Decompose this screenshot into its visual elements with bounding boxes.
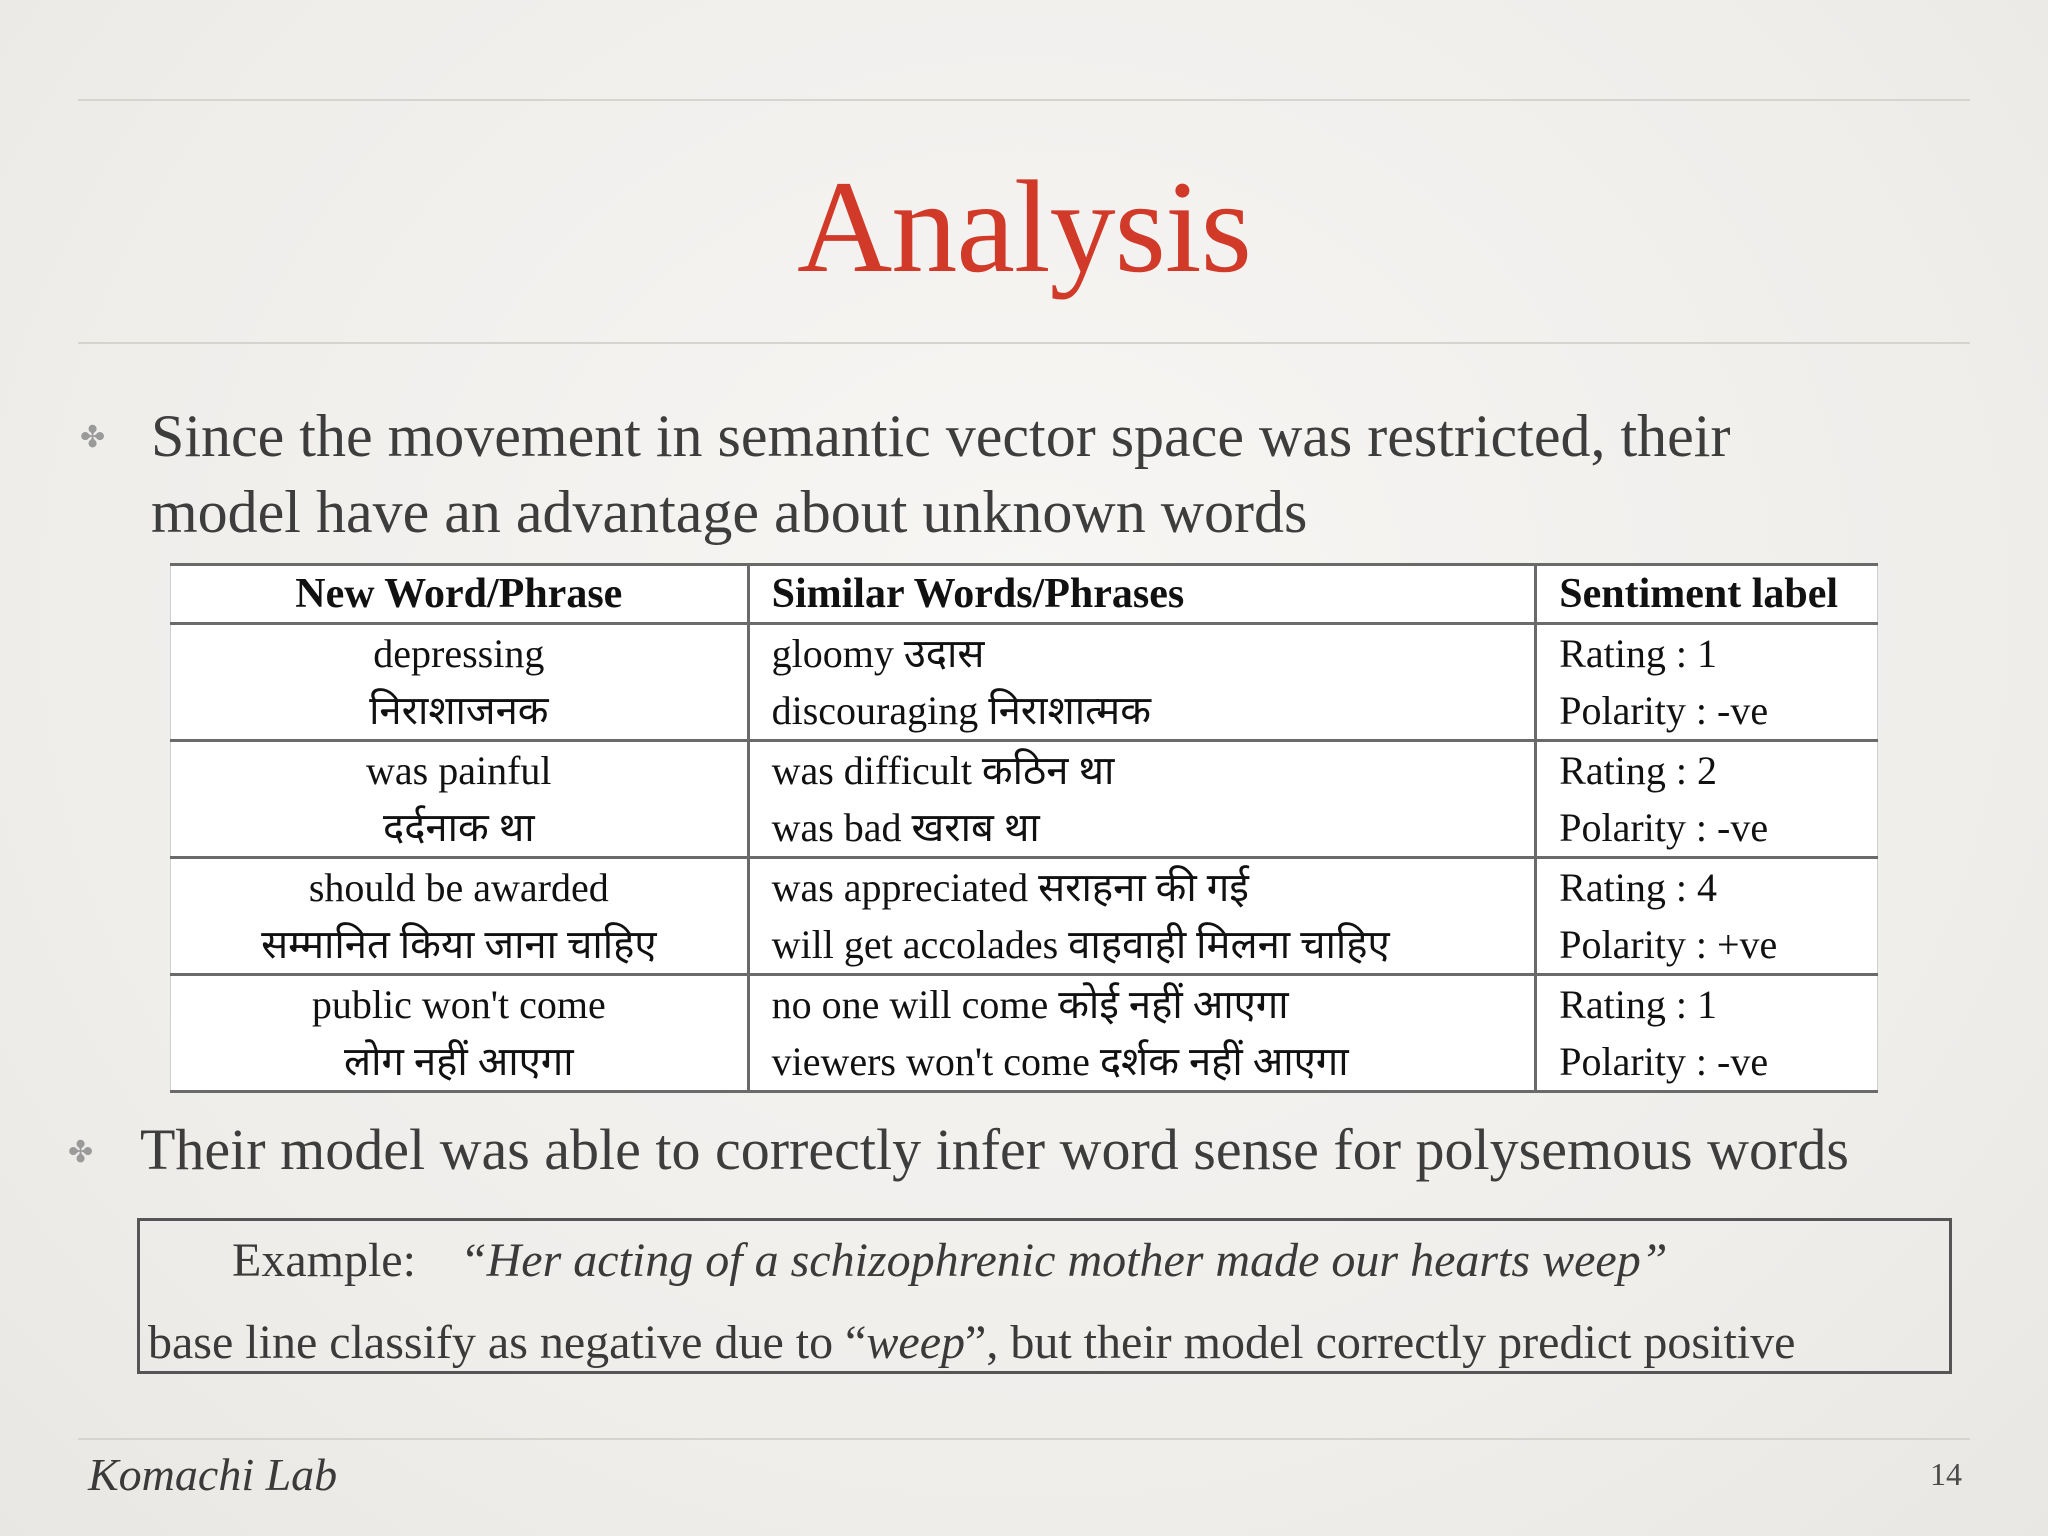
similar-phrases-cell [748, 858, 1536, 975]
similar-phrases-cell [748, 741, 1536, 858]
table-row [171, 858, 1878, 975]
rating-value: Rating : 2 [1559, 748, 1717, 793]
bullet-1-line-1: Since the movement in semantic vector space was restricted, their [151, 403, 1731, 469]
rating-value: Rating : 1 [1559, 982, 1717, 1027]
example-explanation-pre: base line classify as negative due to “ [148, 1316, 867, 1369]
table-row [171, 975, 1878, 1092]
similar-phrase: was difficult कठिन था [771, 748, 1115, 793]
sentiment-cell [1536, 858, 1878, 975]
slide-title: Analysis [797, 153, 1251, 300]
page-number: 14 [1930, 1456, 1962, 1492]
similar-phrases-cell [748, 624, 1536, 741]
table-row [171, 624, 1878, 741]
example-box [137, 1218, 1952, 1374]
bullet-icon: ✤ [68, 1136, 94, 1169]
new-phrase-en: depressing [373, 631, 545, 676]
rating-value: Rating : 4 [1559, 865, 1717, 910]
new-phrase-cell [171, 975, 749, 1092]
rating-value: Rating : 1 [1559, 631, 1717, 676]
title-divider [78, 342, 1970, 344]
table-header-row [171, 565, 1878, 624]
new-phrase-cell [171, 741, 749, 858]
sentiment-cell [1536, 624, 1878, 741]
column-header: Similar Words/Phrases [748, 565, 1536, 624]
column-header: New Word/Phrase [171, 565, 749, 624]
new-phrase-en: was painful [366, 748, 552, 793]
top-divider [78, 99, 1970, 101]
similar-phrase: no one will come कोई नहीं आएगा [771, 982, 1289, 1027]
similar-phrase: will get accolades वाहवाही मिलना चाहिए [771, 922, 1390, 967]
similar-phrases-cell [748, 975, 1536, 1092]
polarity-value: Polarity : -ve [1559, 688, 1769, 733]
polarity-value: Polarity : +ve [1559, 922, 1778, 967]
example-line-2 [148, 1315, 1795, 1370]
sentiment-cell [1536, 741, 1878, 858]
new-phrase-cell [171, 858, 749, 975]
new-phrase-en: should be awarded [308, 865, 609, 910]
footer-divider [78, 1438, 1970, 1440]
polarity-value: Polarity : -ve [1559, 1039, 1769, 1084]
examples-table [170, 563, 1878, 1093]
example-line-1 [232, 1233, 1667, 1288]
lab-name: Komachi Lab [88, 1449, 338, 1500]
new-phrase-hi: लोग नहीं आएगा [343, 1039, 574, 1084]
new-phrase-cell [171, 624, 749, 741]
bullet-1-line-2: model have an advantage about unknown words [151, 479, 1308, 545]
example-quote: “Her acting of a schizophrenic mother made our hearts weep” [459, 1234, 1668, 1287]
polarity-value: Polarity : -ve [1559, 805, 1769, 850]
table-row [171, 741, 1878, 858]
new-phrase-hi: सम्मानित किया जाना चाहिए [261, 922, 657, 967]
bullet-icon: ✤ [80, 421, 106, 454]
column-header: Sentiment label [1536, 565, 1878, 624]
example-label: Example: [232, 1234, 416, 1287]
similar-phrase: was bad खराब था [771, 805, 1040, 850]
new-phrase-en: public won't come [311, 982, 606, 1027]
similar-phrase: discouraging निराशात्मक [771, 688, 1151, 733]
bullet-1 [151, 398, 1730, 550]
new-phrase-hi: निराशाजनक [369, 688, 549, 733]
bullet-2: Their model was able to correctly infer word sense for polysemous words [140, 1117, 1849, 1182]
sentiment-cell [1536, 975, 1878, 1092]
example-explanation-post: ”, but their model correctly predict positive [965, 1316, 1796, 1369]
similar-phrase: was appreciated सराहना की गई [771, 865, 1249, 910]
similar-phrase: gloomy उदास [771, 631, 985, 676]
example-explanation-word: weep [866, 1316, 966, 1369]
new-phrase-hi: दर्दनाक था [382, 805, 535, 850]
similar-phrase: viewers won't come दर्शक नहीं आएगा [771, 1039, 1349, 1084]
